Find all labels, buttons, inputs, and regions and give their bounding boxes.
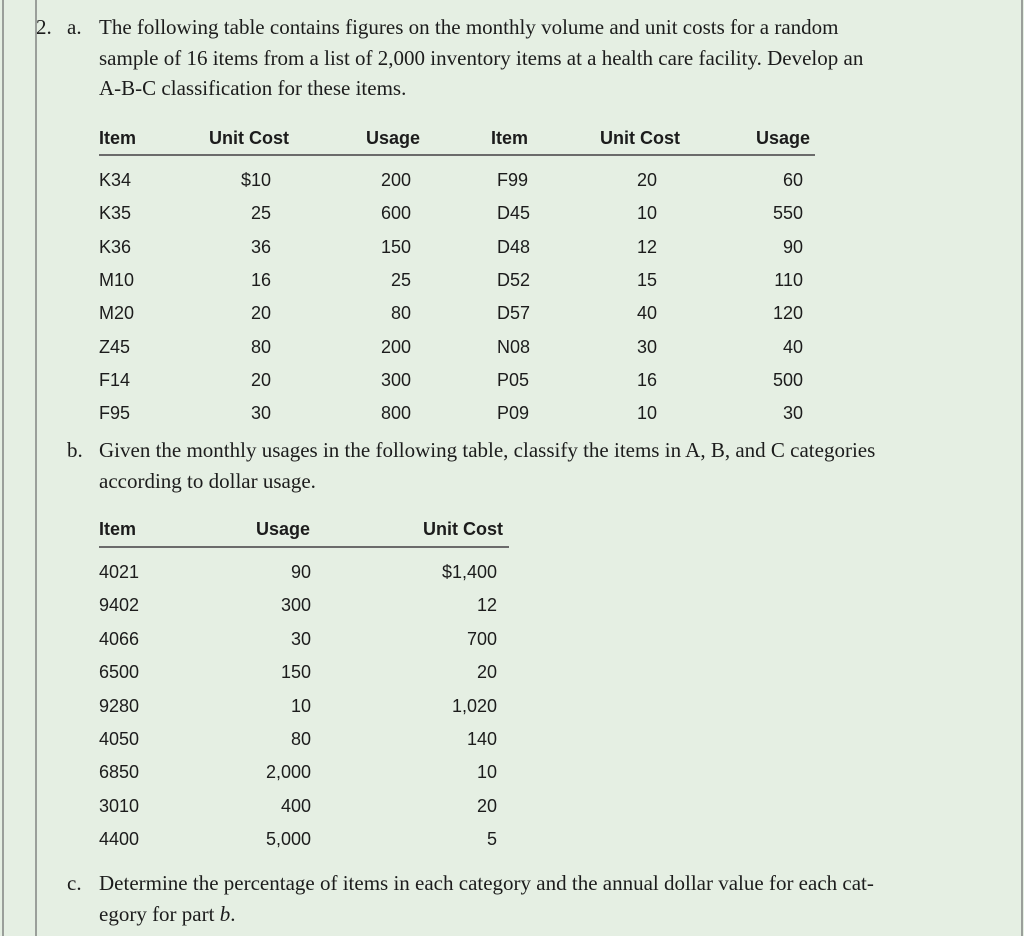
table-cell: 600 (380, 203, 411, 224)
table-cell: D45 (497, 203, 531, 224)
part-c-text (99, 868, 874, 929)
table-cell: 25 (250, 203, 271, 224)
part-b-label: b. (67, 438, 83, 462)
table-cell: P09 (497, 403, 530, 424)
table-cell: 10 (476, 762, 497, 783)
table-cell: 5 (486, 829, 497, 850)
table-cell: 15 (636, 269, 657, 290)
table-cell: Z45 (99, 336, 131, 357)
table-cell: 30 (250, 403, 271, 424)
table-cell: 4050 (99, 729, 140, 749)
part-b-line: Given the monthly usages in the following table, classify the items in A, B, and C categories (99, 438, 876, 462)
table-cell: 25 (390, 269, 411, 290)
problem-number: 2. (36, 15, 52, 39)
table-cell: 300 (380, 369, 411, 390)
table-cell: 10 (636, 403, 657, 424)
table-cell: 9280 (99, 695, 140, 716)
table-cell: $10 (240, 170, 271, 190)
table-cell: 6500 (99, 662, 140, 683)
table-cell: $1,400 (441, 562, 497, 582)
table-cell: 30 (782, 403, 803, 424)
table-cell: 5,000 (265, 829, 311, 850)
part-a-line: sample of 16 items from a list of 2,000 inventory items at a health care facility. Develop an (99, 45, 864, 70)
table-cell: P05 (497, 369, 530, 390)
table-cell: 20 (476, 662, 497, 683)
table-cell: 80 (250, 336, 271, 357)
column-header: Item (99, 519, 137, 539)
part-c-end: . (230, 901, 236, 926)
table-cell: 140 (466, 729, 497, 749)
table-cell: K34 (99, 170, 132, 190)
part-a-label: a. (67, 15, 82, 39)
table-cell: 700 (466, 628, 497, 649)
table-cell: 30 (636, 336, 657, 357)
part-a-line: The following table contains figures on the monthly volume and unit costs for a random (99, 15, 839, 39)
table-cell: 80 (290, 729, 311, 749)
column-header: Item (99, 128, 137, 148)
table-cell: 2,000 (265, 762, 311, 783)
table-cell: 120 (772, 303, 803, 324)
table-cell: D57 (497, 303, 531, 324)
table-cell: 200 (380, 336, 411, 357)
table-cell: 550 (772, 203, 803, 224)
table-cell: 9402 (99, 595, 140, 616)
part-c-line: Determine the percentage of items in each category and the annual dollar value for each cat- (99, 871, 874, 895)
part-b-text (99, 435, 875, 496)
table-cell: 4066 (99, 628, 140, 649)
column-header: Unit Cost (423, 519, 503, 539)
table-cell: 400 (280, 795, 311, 816)
table-cell: 20 (476, 795, 497, 816)
table-cell: 16 (636, 369, 657, 390)
part-a-line: A-B-C classification for these items. (99, 76, 407, 100)
table-cell: 4021 (99, 562, 140, 582)
table-cell: F14 (99, 369, 131, 390)
table-cell: K36 (99, 236, 132, 257)
table-cell: F99 (497, 170, 529, 190)
table-cell: D52 (497, 269, 531, 290)
part-c-ref: b (219, 901, 231, 926)
column-header: Unit Cost (600, 128, 680, 148)
table-cell: 16 (250, 269, 271, 290)
table-cell: K35 (99, 203, 132, 224)
table-cell: 110 (774, 269, 803, 290)
part-c-line (99, 899, 874, 930)
table-cell: 150 (280, 662, 311, 683)
table-cell: M20 (99, 303, 135, 324)
table-cell: 4400 (99, 829, 140, 850)
column-header: Unit Cost (209, 128, 289, 148)
table-cell: 150 (380, 236, 411, 257)
part-c-label: c. (67, 871, 82, 895)
table-cell: 6850 (99, 762, 140, 783)
table-cell: 3010 (99, 795, 140, 816)
table-cell: 30 (290, 628, 311, 649)
inventory-table-b (0, 519, 1024, 859)
table-cell: 60 (782, 170, 803, 190)
table-cell: 300 (280, 595, 311, 616)
column-header: Usage (256, 519, 311, 539)
header-rule (99, 154, 815, 156)
table-cell: N08 (497, 336, 531, 357)
table-cell: 20 (636, 170, 657, 190)
part-b-line: according to dollar usage. (99, 468, 316, 493)
table-cell: 10 (290, 695, 311, 716)
table-cell: 40 (782, 336, 803, 357)
table-cell: 500 (772, 369, 803, 390)
column-header: Usage (756, 128, 811, 148)
table-cell: M10 (99, 269, 135, 290)
table-cell: 90 (290, 562, 311, 582)
table-cell: 200 (380, 170, 411, 190)
table-cell: 20 (250, 369, 271, 390)
table-cell: 12 (476, 595, 497, 616)
table-cell: 80 (390, 303, 411, 324)
table-cell: 12 (636, 236, 657, 257)
inventory-table-a (0, 128, 1024, 428)
table-cell: 40 (636, 303, 657, 324)
table-cell: 1,020 (451, 695, 497, 716)
table-cell: 20 (250, 303, 271, 324)
header-rule (99, 546, 509, 548)
table-cell: 10 (636, 203, 657, 224)
table-cell: D48 (497, 236, 531, 257)
part-a-text (99, 12, 863, 104)
table-cell: F95 (99, 403, 131, 424)
column-header: Usage (366, 128, 421, 148)
table-cell: 36 (250, 236, 271, 257)
table-cell: 90 (782, 236, 803, 257)
part-c-line-text: egory for part (99, 901, 220, 926)
column-header: Item (491, 128, 529, 148)
table-cell: 800 (380, 403, 411, 424)
